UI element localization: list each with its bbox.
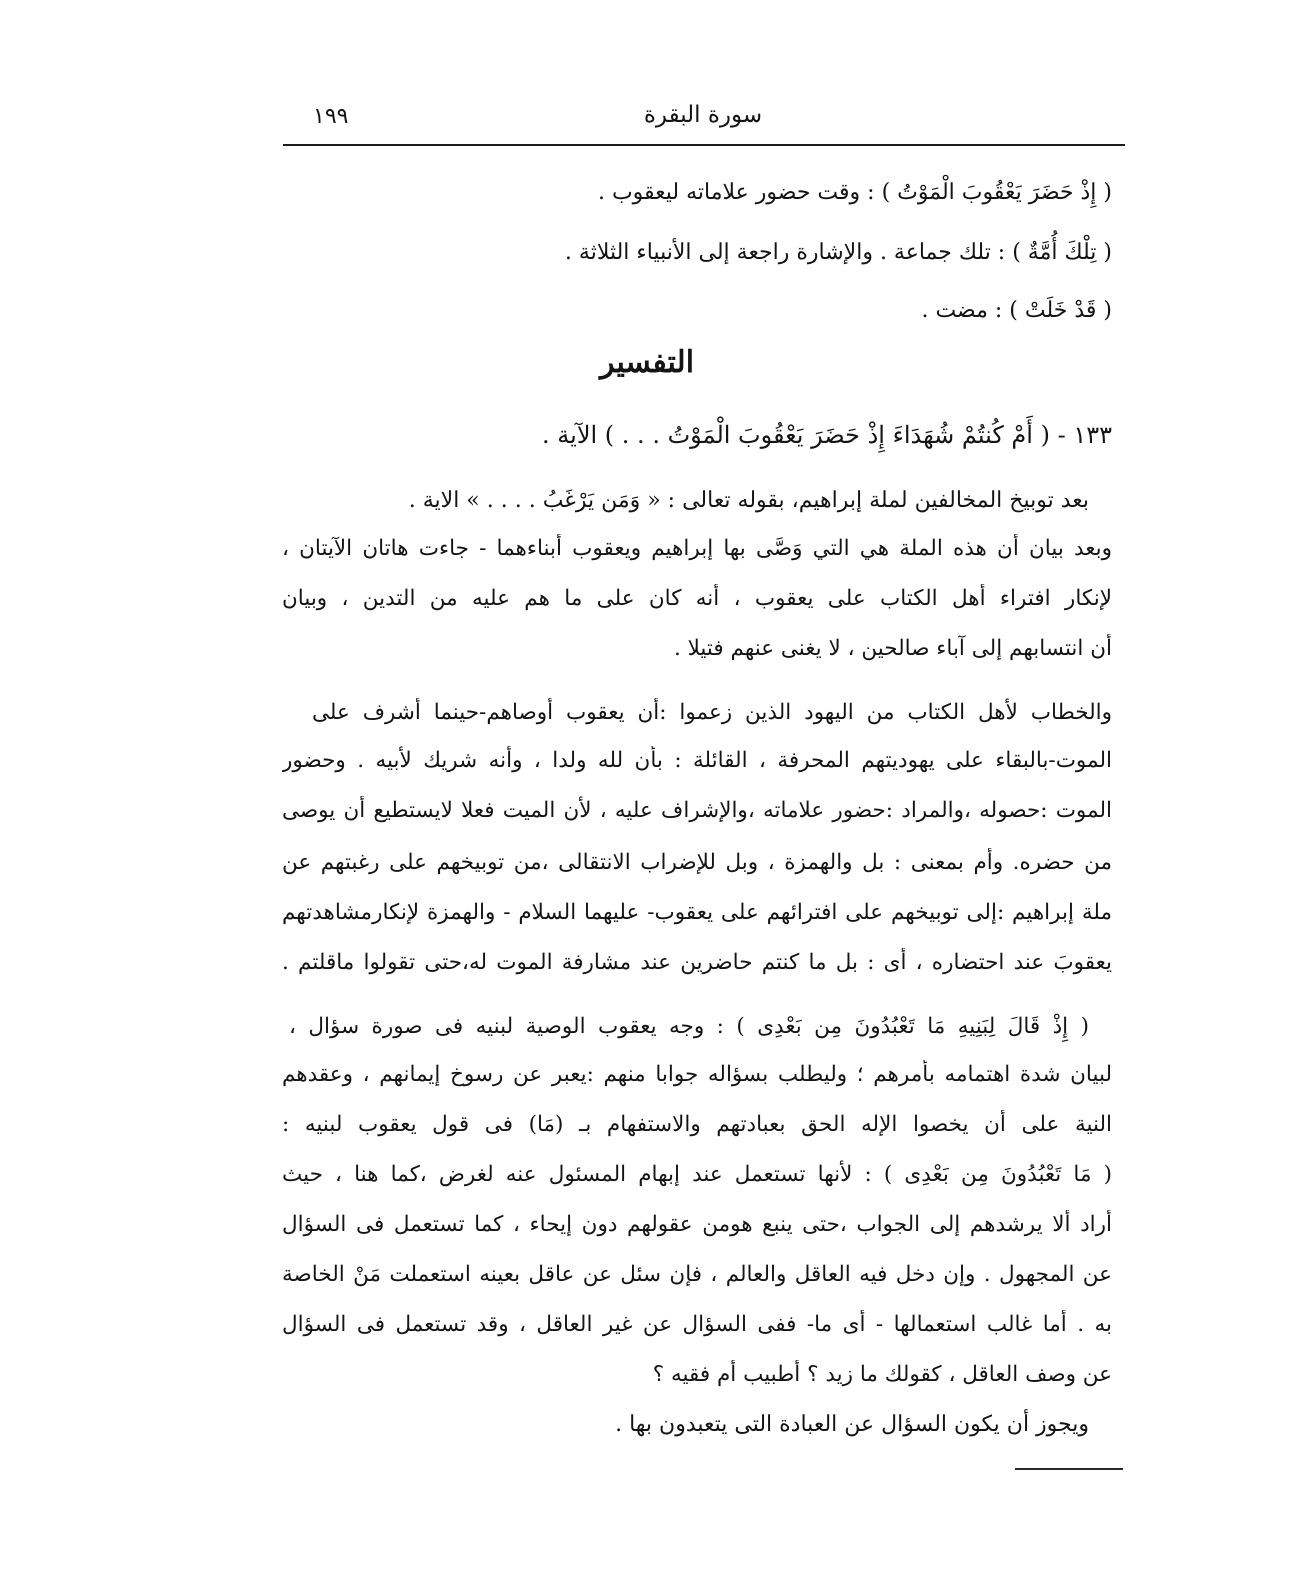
paragraph-line: بعد توبيخ المخالفين لملة إبراهيم، بقوله تعالى : « وَمَن يَرْغَبُ . . . . » الاية .	[408, 488, 1089, 513]
glossary-line: ( قَدْ خَلَتْ ) : مضت .	[921, 298, 1112, 323]
paragraph-line: ويجوز أن يكون السؤال عن العبادة التى يتعبدون بها .	[615, 1412, 1089, 1437]
paragraph-line: لبيان شدة اهتمامه بأمرهم ؛ وليطلب بسؤاله جوابا منهم :يعبر عن رسوخ إيمانهم ، وعقدهم	[282, 1062, 1112, 1087]
paragraph-line: الموت :حصوله ،والمراد :حضور علاماته ،والإشراف عليه ، لأن الميت فعلا لايستطيع أن يوصى	[282, 798, 1112, 823]
paragraph-line: به . أما غالب استعمالها - أى ما- ففى السؤال عن غير العاقل ، وقد تستعمل فى السؤال	[282, 1312, 1112, 1337]
paragraph-line: والخطاب لأهل الكتاب من اليهود الذين زعموا :أن يعقوب أوصاهم-حينما أشرف على	[312, 700, 1112, 725]
paragraph-line: وبعد بيان أن هذه الملة هي التي وَصَّى بها إبراهيم ويعقوب أبناءهما - جاءت هاتان الآيتان ،	[282, 536, 1112, 561]
paragraph-line: لإنكار افتراء أهل الكتاب على يعقوب ، أنه كان على ما هم عليه من التدين ، وبيان	[282, 586, 1112, 611]
glossary-line: ( إِذْ حَضَرَ يَعْقُوبَ الْمَوْتُ ) : وقت حضور علاماته ليعقوب .	[597, 180, 1112, 205]
header-divider	[283, 144, 1125, 146]
paragraph-line: أراد ألا يرشدهم إلى الجواب ،حتى ينبع هومن عقولهم دون إيحاء ، كما تستعمل فى السؤال	[282, 1212, 1112, 1237]
paragraph-line: الموت-بالبقاء على يهوديتهم المحرفة ، القائلة : بأن لله ولدا ، وأنه شريك لأبيه . وحضور	[282, 748, 1112, 773]
paragraph-line: النية على أن يخصوا الإله الحق بعبادتهم والاستفهام بـ (مَا) فى قول يعقوب لبنيه :	[282, 1112, 1112, 1137]
page-number: ١٩٩	[313, 104, 349, 129]
page-header	[283, 100, 1123, 140]
glossary-line: ( تِلْكَ أُمَّةٌ ) : تلك جماعة . والإشارة راجعة إلى الأنبياء الثلاثة .	[564, 240, 1112, 265]
paragraph-line: أن انتسابهم إلى آباء صالحين ، لا يغنى عنهم فتيلا .	[673, 636, 1112, 661]
paragraph-line: من حضره. وأم بمعنى : بل والهمزة ، وبل للإضراب الانتقالى ،من توبيخهم على رغبتهم عن	[282, 850, 1112, 875]
section-title: التفسير	[599, 345, 695, 380]
paragraph-line: ( إِذْ قَالَ لِبَنِيهِ مَا تَعْبُدُونَ مِن بَعْدِى ) : وجه يعقوب الوصية لبنيه فى صورة سؤال ،	[289, 1014, 1089, 1039]
paragraph-line: يعقوبَ عند احتضاره ، أى : بل ما كنتم حاضرين عند مشارفة الموت له،حتى تقولوا ماقلتم .	[282, 950, 1112, 975]
running-title: سورة البقرة	[643, 102, 763, 128]
paragraph-line: عن المجهول . وإن دخل فيه العاقل والعالم ، فإن سئل عن عاقل بعينه استعملت مَنْ الخاصة	[282, 1262, 1112, 1287]
verse-heading: ١٣٣ - ( أَمْ كُنتُمْ شُهَدَاءَ إِذْ حَضَرَ يَعْقُوبَ الْمَوْتُ . . . ) الآية .	[542, 421, 1112, 449]
paragraph-line: ملة إبراهيم :إلى توبيخهم على افترائهم على يعقوب- عليهما السلام - والهمزة لإنكارمشاهدتهم	[282, 900, 1112, 925]
paragraph-line: ( مَا تَعْبُدُونَ مِن بَعْدِى ) : لأنها تستعمل عند إبهام المسئول عنه لغرض ،كما هنا ، حيث	[282, 1162, 1112, 1187]
footnote-divider	[1015, 1468, 1123, 1470]
paragraph-line: عن وصف العاقل ، كقولك ما زيد ؟ أطبيب أم فقيه ؟	[652, 1362, 1112, 1387]
